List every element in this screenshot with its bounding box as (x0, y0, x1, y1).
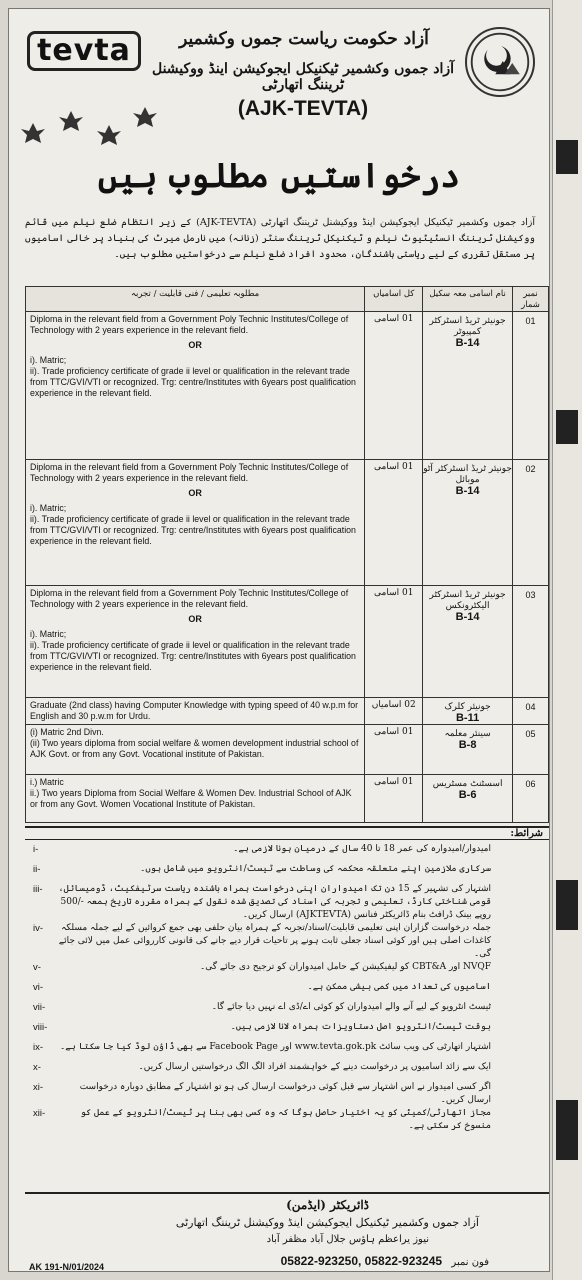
designation-name: اسسٹنٹ مسٹریس (432, 779, 503, 789)
serial-cell: 02 (513, 460, 549, 586)
org-title: آزاد جموں وکشمیر ٹیکنیکل ایجوکیشن اینڈ ووکیشنل ٹریننگ اتھارٹی (151, 61, 455, 93)
intro-paragraph: آزاد جموں وکشمیر ٹیکنیکل ایجوکیشن اینڈ ووکیشنل ٹریننگ اتھارٹی (AJK-TEVTA) کے زیر انتظام ضلع نیلم میں قائم ووکیشنل ٹریننگ انسٹیٹیوٹ نیلم و ٹیکنیکل ٹریننگ سنٹر (زنانہ) میں نارمل میرٹ کی بنیاد پر خالی اسامیوں پر مستقل تقرری کے لیے ریاستی باشندگان، محدود افراد ضلع نیلم سے درخواستیں مطلوب ہیں۔ (25, 217, 535, 260)
term-item (25, 1001, 549, 1021)
phone-label: فون نمبر (451, 1257, 489, 1268)
jobs-table-header (26, 287, 549, 312)
term-text: اگر کسی امیدوار نے اس اشتہار سے قبل کوئی درخواست ارسال کی ہو تو اشتہار کے مطابق دوبارہ درخواست ارسال کریں۔ (79, 1082, 491, 1105)
qualification-cell (26, 698, 365, 725)
qualification-primary: Diploma in the relevant field from a Government Poly Technic Institutes/College of Technology with 2 years experience in the relevant field. (30, 588, 349, 609)
pay-scale: B-8 (458, 739, 477, 751)
table-row (26, 312, 549, 460)
serial-cell: 03 (513, 586, 549, 698)
ad-header (9, 9, 549, 149)
designation-cell (423, 698, 513, 725)
header-posts: کل اسامیاں (365, 287, 423, 312)
posts-cell: 01 اسامی (365, 586, 423, 698)
serial-cell: 06 (513, 775, 549, 823)
qualification-primary: Diploma in the relevant field from a Government Poly Technic Institutes/College of Technology with 2 years experience in the relevant field. (30, 462, 349, 483)
qualification-cell (26, 312, 365, 460)
term-text: اشتہار اتھارٹی کی ویب سائٹ www.tevta.gok.pk اور Facebook Page سے بھی ڈاؤن لوڈ کیا جا سکتا ہے۔ (59, 1042, 491, 1052)
tevta-logo (27, 31, 141, 71)
ad-footer (25, 1192, 549, 1272)
pay-scale: B-11 (455, 712, 480, 724)
table-row (26, 698, 549, 725)
posts-cell: 01 اسامی (365, 725, 423, 775)
jobs-table (25, 286, 549, 823)
term-number: v- (33, 962, 41, 973)
designation-cell (423, 460, 513, 586)
term-item (25, 1081, 549, 1107)
designation-name: سینئر معلمہ (444, 729, 491, 739)
adjacent-block (556, 410, 578, 444)
term-number: xi- (33, 1082, 44, 1093)
adjacent-column (552, 0, 582, 1280)
footer-phone (281, 1254, 489, 1268)
qualification-alternate: i). Matric; ii). Trade proficiency certificate of grade ii level or qualification in the relevant trade from TTC/GVI/VTI or recognized. Trg: centre/Institutes with 6years post qualification experience in the relevant field. (30, 355, 356, 398)
term-text: سرکاری ملازمین اپنے متعلقہ محکمہ کی وساطت سے ٹیسٹ/انٹرویو میں شامل ہوں۔ (140, 864, 491, 874)
designation-name: جونیئر کلرک (444, 702, 491, 712)
term-number: xii- (33, 1108, 46, 1119)
terms-list (25, 843, 549, 1133)
term-item (25, 1041, 549, 1061)
qualification-primary: (i) Matric 2nd Divn. (ii) Two years diploma from social welfare & women development industrial school of AJK Govt. or from any Govt. Vocational institute of Pakistan. (30, 727, 359, 759)
table-row (26, 586, 549, 698)
posts-cell: 01 اسامی (365, 460, 423, 586)
posts-cell: 01 اسامی (365, 775, 423, 823)
designation-name: جونیئر ٹریڈ انسٹرکٹر الیکٹرونکس (429, 590, 506, 611)
term-text: امیدوار/امیدوارہ کی عمر 18 تا 40 سال کے درمیان ہونا لازمی ہے۔ (233, 844, 491, 854)
pay-scale: B-6 (458, 789, 477, 801)
qualification-cell (26, 725, 365, 775)
qualification-or: OR (188, 488, 202, 498)
qualification-cell (26, 586, 365, 698)
advertisement-page (8, 8, 550, 1272)
term-item (25, 883, 549, 922)
adjacent-block (556, 880, 578, 930)
term-item (25, 1021, 549, 1041)
designation-cell (423, 586, 513, 698)
posts-cell: 02 اسامیاں (365, 698, 423, 725)
terms-title: شرائط: (510, 828, 543, 839)
adjacent-block (556, 140, 578, 174)
term-text: مجاز اتھارٹی/کمیٹی کو یہ اختیار حاصل ہوگا کہ وہ کسی بھی بنا پر ٹیسٹ/انٹرویو کے عمل کو منسوخ کر سکتی ہے۔ (80, 1108, 491, 1131)
table-row (26, 460, 549, 586)
term-number: vii- (33, 1002, 46, 1013)
header-qualification: مطلوبہ تعلیمی / فنی قابلیت / تجربہ (26, 287, 365, 312)
term-number: ii- (33, 864, 41, 875)
term-number: iii- (33, 884, 43, 895)
term-text: ایک سے زائد اسامیوں پر درخواست دینے کے خواہشمند افراد الگ الگ درخواستیں ارسال کریں۔ (138, 1062, 491, 1072)
qualification-primary: Graduate (2nd class) having Computer Knowledge with typing speed of 40 w.p.m for English and 30 p.w.m for Urdu. (30, 700, 359, 721)
footer-address: نیوز یراعظم ہاؤس جلال آباد مظفر آباد (266, 1234, 429, 1245)
serial-cell: 01 (513, 312, 549, 460)
term-text: بوقت ٹیسٹ/انٹرویو اصل دستاویزات ہمراہ لانا لازمی ہیں۔ (230, 1022, 491, 1032)
term-number: i- (33, 844, 39, 855)
ajk-emblem-icon (465, 27, 535, 97)
term-number: vi- (33, 982, 44, 993)
serial-cell: 04 (513, 698, 549, 725)
term-item (25, 961, 549, 981)
adjacent-block (556, 1100, 578, 1160)
qualification-or: OR (188, 614, 202, 624)
tevta-logo-text: tevta (37, 33, 131, 68)
gov-title: آزاد حکومت ریاست جموں وکشمیر (179, 29, 429, 49)
director-title: ڈائریکٹر (ایڈمن) (286, 1198, 369, 1212)
term-text: NVQF اور CBT&A کو لیفیکیشن کے حامل امیدواران کو ترجیح دی جائے گی۔ (199, 962, 491, 972)
term-text: اشتہار کی تشہیر کے 15 دن تک امیدواران اپنی درخواست ہمراہ باشندہ ریاست سرٹیفکیٹ، ڈومیسائل، قومی شناختی کارڈ، تعلیمی و تجربہ کی اسناد کی تصدیق شدہ نقول کے ہمراہ مقررہ تاریخ ہمعہ -/500 روپے بینک ڈرافٹ بنام ڈائریکٹر فنانس (AJKTEVTA) ارسال کریں۔ (58, 884, 491, 920)
designation-cell (423, 312, 513, 460)
term-number: x- (33, 1062, 41, 1073)
footer-org: آزاد جموں وکشمیر ٹیکنیکل ایجوکیشن اینڈ ووکیشنل ٹریننگ اتھارٹی (175, 1216, 479, 1229)
pay-scale: B-14 (455, 611, 480, 623)
qualification-cell (26, 460, 365, 586)
qualification-alternate: i). Matric; ii). Trade proficiency certificate of grade ii level or qualification in the relevant trade from TTC/GVI/VTI or recognized. Trg: centre/Institutes with 6years post qualification experience in the relevant field. (30, 629, 356, 672)
header-no: نمبر شمار (513, 287, 549, 312)
designation-cell (423, 775, 513, 823)
org-acronym: (AJK-TEVTA) (237, 97, 369, 120)
term-item (25, 1061, 549, 1081)
posts-cell: 01 اسامی (365, 312, 423, 460)
terms-heading (25, 826, 549, 840)
pay-scale: B-14 (455, 485, 480, 497)
qualification-or: OR (188, 340, 202, 350)
qualification-alternate: i). Matric; ii). Trade proficiency certificate of grade ii level or qualification in the relevant trade from TTC/GVI/VTI or recognized. Trg: centre/Institutes with 6years post qualification experience in the relevant field. (30, 503, 356, 546)
table-row (26, 725, 549, 775)
term-item (25, 1107, 549, 1133)
qualification-primary: Diploma in the relevant field from a Government Poly Technic Institutes/College of Technology with 2 years experience in the relevant field. (30, 314, 349, 335)
term-text: ٹیسٹ انٹرویو کے لیے آنے والے امیدواران کو کوئی اے/ڈی اے نہیں دیا جائے گا۔ (211, 1002, 491, 1012)
designation-name: جونیئر ٹریڈ انسٹرکٹر کمپیوٹر (429, 316, 506, 337)
ad-reference: AK 191-N/01/2024 (29, 1262, 105, 1272)
term-text: جملہ درخواست گزاران اپنی تعلیمی قابلیت/اسناد/تجربہ کے ہمراہ بیان حلفی بھی جمع کروائیں کے لیے جملہ مسلکہ کاغذات اصلی ہیں اور کوئی اسناد جعلی ثابت ہونے پر تاحیات قرار دیے جانے کی قانونی کارروائی عمل میں لائی جائے گی۔ (58, 923, 491, 959)
term-item (25, 922, 549, 961)
table-row (26, 775, 549, 823)
term-number: viii- (33, 1022, 48, 1033)
pay-scale: B-14 (455, 337, 480, 349)
term-number: iv- (33, 923, 44, 934)
term-item (25, 981, 549, 1001)
serial-cell: 05 (513, 725, 549, 775)
designation-cell (423, 725, 513, 775)
term-text: اسامیوں کی تعداد میں کمی بیشی ممکن ہے۔ (307, 982, 491, 992)
qualification-cell (26, 775, 365, 823)
term-item (25, 863, 549, 883)
header-designation: نام اسامی معہ سکیل (423, 287, 513, 312)
phone-numbers: 05822-923250, 05822-923245 (280, 1254, 443, 1268)
qualification-primary: i.) Matric ii.) Two years Diploma from Social Welfare & Women Dev. Industrial School of AJK or from any Govt. Women Vocational Institute of Pakistan. (30, 777, 352, 809)
applications-wanted-banner: درخواستیں مطلوب ہیں (97, 156, 461, 196)
designation-name: جونیئر ٹریڈ انسٹرکٹر آٹو موبائل (423, 464, 512, 485)
term-number: ix- (33, 1042, 44, 1053)
term-item (25, 843, 549, 863)
